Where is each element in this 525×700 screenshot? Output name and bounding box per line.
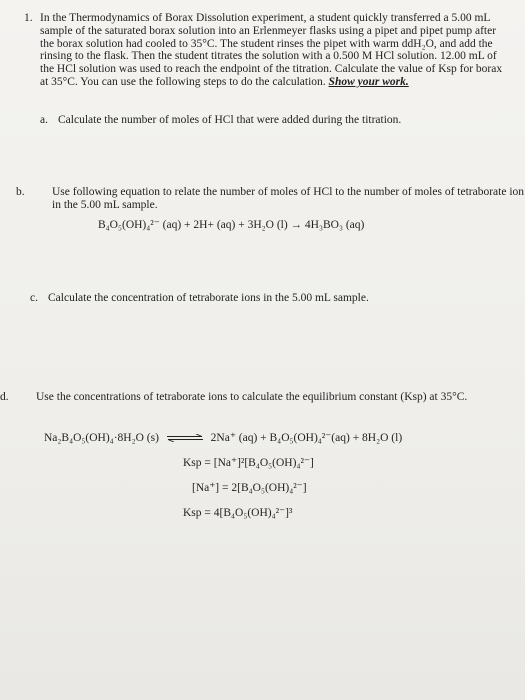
dissolution-products: 2Na⁺ (aq) + B₄O₅(OH)₄²⁻(aq) + 8H₂O (l) <box>210 432 403 444</box>
ksp-expression: Ksp = [Na⁺]²[B₄O₅(OH)₄²⁻] <box>183 457 314 469</box>
part-b-label: b. <box>16 186 25 198</box>
part-a <box>40 114 510 127</box>
part-d <box>0 391 525 404</box>
dissolution-equation <box>44 430 402 444</box>
part-c-label: c. <box>30 292 38 304</box>
question-1 <box>24 12 510 89</box>
part-c <box>30 292 500 305</box>
part-a-text: Calculate the number of moles of HCl that were added during the titration. <box>58 114 402 126</box>
equilibrium-arrow-icon <box>166 434 204 442</box>
sodium-relation: [Na⁺] = 2[B₄O₅(OH)₄²⁻] <box>192 482 307 494</box>
part-a-label: a. <box>40 114 48 126</box>
part-d-label: d. <box>0 391 9 403</box>
question-text <box>40 12 510 89</box>
show-work-note: Show your work. <box>328 75 409 88</box>
part-d-text: Use the concentrations of tetraborate ions to calculate the equilibrium constant (Ksp) at 35°C. <box>36 391 468 403</box>
ksp-simplified: Ksp = 4[B₄O₅(OH)₄²⁻]³ <box>183 507 293 519</box>
dissolution-reactant: Na₂B₄O₅(OH)₄·8H₂O (s) <box>44 432 159 444</box>
part-b-equation: B₄O₅(OH)₄²⁻ (aq) + 2H+ (aq) + 3H₂O (l) → 4H₃BO₃ (aq) <box>98 219 365 231</box>
part-c-text: Calculate the concentration of tetraborate ions in the 5.00 mL sample. <box>48 292 369 304</box>
question-body: In the Thermodynamics of Borax Dissolution experiment, a student quickly transferred a 5.00 mL sample of the saturated borax solution into an Erlenmeyer flasks using a pipet and pipet pump after the borax solution had cooled to 35°C. The student rinses the pipet with warm ddH₂O, and add the rinsing to the flask. Then the student titrates the solution with a 0.500 M HCl solution. 12.00 mL of the HCl solution was used to reach the endpoint of the titration. Calculate the value of Ksp for borax at 35°C. You can use the following steps to do the calculation. <box>40 12 503 88</box>
part-b-text: Use following equation to relate the number of moles of HCl to the number of moles of tetraborate ion in the 5.00 mL sample. <box>52 186 525 211</box>
question-number: 1. <box>24 12 33 24</box>
part-b <box>16 186 525 212</box>
